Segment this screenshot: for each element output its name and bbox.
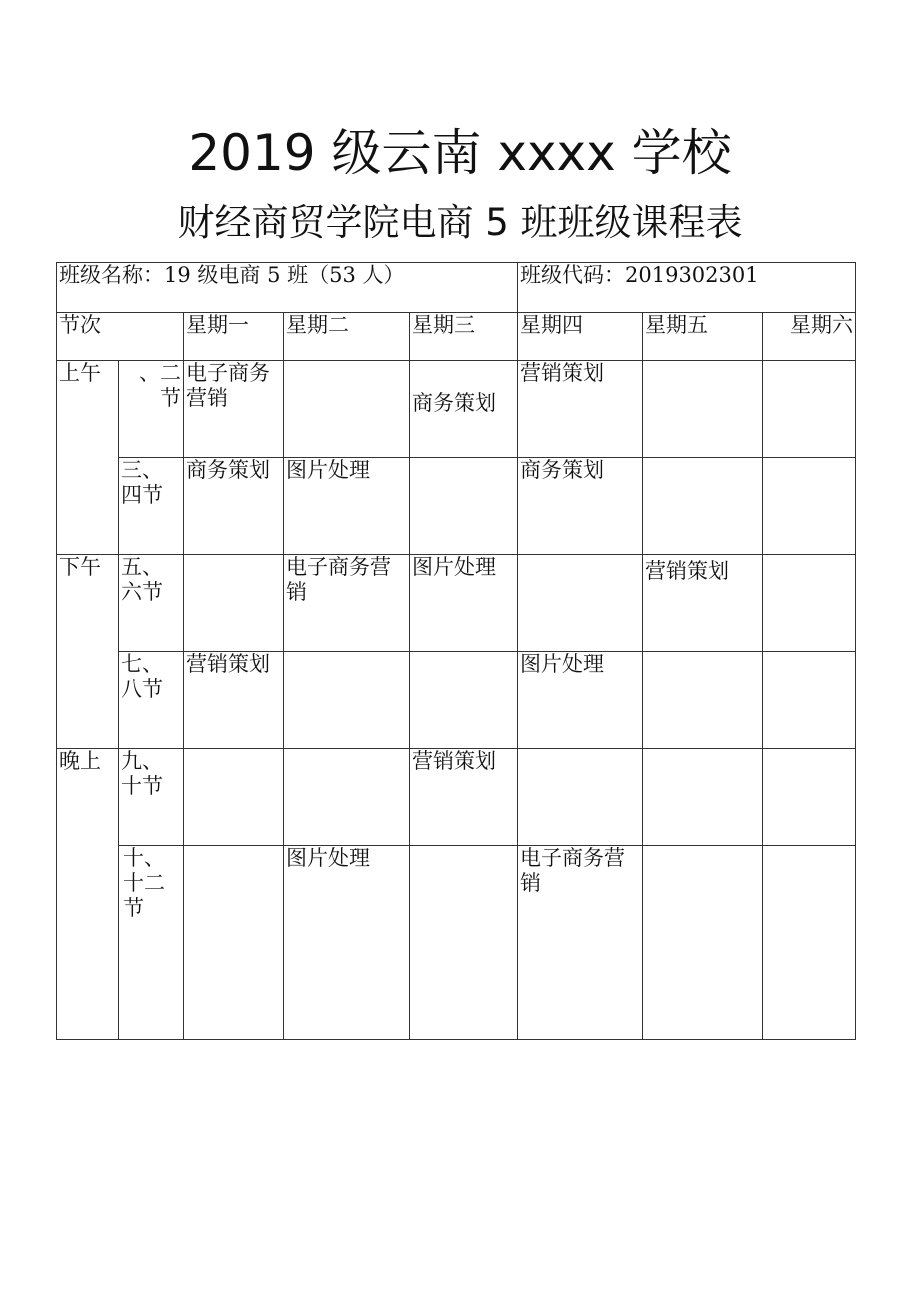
class-code: 班级代码：2019302301 (518, 263, 856, 313)
header-saturday: 星期六 (763, 313, 856, 361)
schedule-cell (184, 749, 284, 846)
schedule-cell: 电子商务营销 (518, 846, 643, 1040)
header-period: 节次 (57, 313, 184, 361)
schedule-cell (763, 361, 856, 458)
schedule-cell (763, 749, 856, 846)
schedule-cell: 电子商务营销 (184, 361, 284, 458)
schedule-cell (284, 749, 410, 846)
schedule-cell: 营销策划 (518, 361, 643, 458)
schedule-cell: 图片处理 (284, 458, 410, 555)
schedule-cell (643, 361, 763, 458)
schedule-cell (763, 458, 856, 555)
session-evening: 晚上 (57, 749, 119, 1040)
table-row (57, 749, 856, 846)
header-friday: 星期五 (643, 313, 763, 361)
schedule-cell: 图片处理 (518, 652, 643, 749)
schedule-cell: 营销策划 (643, 555, 763, 652)
header-row (57, 313, 856, 361)
schedule-cell (284, 361, 410, 458)
class-name: 班级名称：19 级电商 5 班（53 人） (57, 263, 518, 313)
schedule-cell (643, 749, 763, 846)
period-label: 十、十二节 (119, 846, 184, 1040)
table-row (57, 846, 856, 1040)
header-tuesday: 星期二 (284, 313, 410, 361)
schedule-cell: 电子商务营销 (284, 555, 410, 652)
session-morning: 上午 (57, 361, 119, 555)
table-row (57, 361, 856, 458)
schedule-cell (410, 652, 518, 749)
schedule-cell (410, 846, 518, 1040)
header-thursday: 星期四 (518, 313, 643, 361)
schedule-cell (518, 749, 643, 846)
schedule-cell (763, 652, 856, 749)
class-info-row (57, 263, 856, 313)
period-label: 七、八节 (119, 652, 184, 749)
header-monday: 星期一 (184, 313, 284, 361)
schedule-cell (184, 555, 284, 652)
session-afternoon: 下午 (57, 555, 119, 749)
period-label: 三、四节 (119, 458, 184, 555)
schedule-cell: 商务策划 (410, 361, 518, 458)
table-row (57, 652, 856, 749)
schedule-cell: 商务策划 (518, 458, 643, 555)
table-row (57, 555, 856, 652)
schedule-cell (410, 458, 518, 555)
schedule-cell: 营销策划 (184, 652, 284, 749)
schedule-cell (643, 458, 763, 555)
period-label: 五、六节 (119, 555, 184, 652)
page-subtitle: 财经商贸学院电商 5 班班级课程表 (177, 201, 743, 244)
schedule-cell (284, 652, 410, 749)
schedule-cell (184, 846, 284, 1040)
schedule-cell (763, 846, 856, 1040)
schedule-cell: 图片处理 (410, 555, 518, 652)
schedule-cell (763, 555, 856, 652)
header-wednesday: 星期三 (410, 313, 518, 361)
period-label: 、二节 (119, 361, 184, 458)
page-title: 2019 级云南 xxxx 学校 (188, 124, 732, 182)
schedule-cell (643, 846, 763, 1040)
schedule-cell: 营销策划 (410, 749, 518, 846)
schedule-table (56, 262, 856, 1040)
schedule-cell: 商务策划 (184, 458, 284, 555)
schedule-cell (518, 555, 643, 652)
schedule-cell: 图片处理 (284, 846, 410, 1040)
schedule-cell (643, 652, 763, 749)
table-row (57, 458, 856, 555)
period-label: 九、十节 (119, 749, 184, 846)
